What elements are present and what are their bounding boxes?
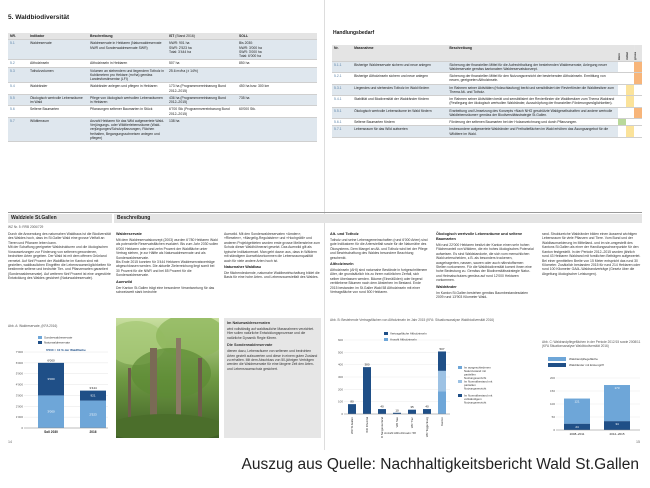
indicator-row (8, 117, 317, 141)
action-level-cell (634, 107, 642, 119)
action-level-cell (634, 126, 642, 138)
chart-a-bar-label: 3’000 (47, 409, 55, 414)
action-level-cell (626, 126, 634, 138)
indicator-cell-ind: Waldreservate (28, 40, 88, 60)
indicator-row (8, 67, 317, 83)
col4-heading: Alt- und Totholz (330, 232, 359, 236)
chart-b-legend-swatch (384, 338, 388, 341)
infobox-text-2: dienen dazu, Lebensräume von seltenen und bedrohten Arten gezielt aufzuwerten und diese in einem guten Zustand zu erhalten. Mit dem Abschluss von 50-jährigen Verträgen werden die Waldreservate für eine längere Zeit den Arten- und Lebensraumschutz gesichert. (227, 349, 318, 371)
indicator-cell-ist: 25.6 m³/ha (± 14%) (167, 67, 237, 83)
indicator-cell-ist: 6'700 Stk (Programmvereinbarung Bund 2012–2015) (167, 106, 237, 118)
forest-photo (116, 318, 219, 438)
indicator-cell-ind: Waldränder (28, 83, 88, 95)
col4-heading-2: Altholzinseln (330, 262, 354, 267)
col5-heading: Ökologisch wertvolle Lebensräume und seltene Baumarten (436, 232, 523, 241)
chart-a-ytick: 1'000 (15, 415, 23, 420)
chart-b-bar (423, 409, 431, 414)
chart-a-xtick: 2016 (89, 430, 97, 434)
chart-b2-legend-label: Im ausgeschiedenen Naturzustand mit partiellen Nutzungsverzicht (464, 365, 491, 380)
page-number-left: 14 (8, 440, 12, 444)
infobox-text-1: wird vollständig auf waldbauliche Massnahmen verzichtet. Hier sollen natürliche Entwicklungsprozesse und die natürliche Dynamik Regie führen. (227, 326, 315, 340)
reserve-info-box (224, 318, 321, 438)
indicator-cell-soll (237, 117, 317, 141)
chart-b-ytick: 200 (337, 387, 343, 392)
chart-b-svg (330, 326, 534, 438)
col5-text-2: Im Kanton St.Gallen bestehen gemäss Baumbestandesdaten 2009 rund 13'903 Kilometer Wald- (436, 290, 528, 299)
col5-text: Mit rund 22'000 Hektaren besitzt der Kanton einen sehr hohen Flächenanteil von Wäldern, die ein hohes ökologisches Potenzial aufweisen. Es sind Waldstandorte, die sich vom menschlichen Wald unterscheiden, z.B. als besonders trockenen, ausgehagerten, nassen, sauren oder auch nährstoffarmen Stellen vorkommen. Für die Waldbiodiversität kommt ihnen eine hohe Bedeutung zu. Gemäss der Biodiversitätsstrategie Natur- und Heimatschutzes gemäss auf rund 12'000 Hektaren vorkommen. (436, 242, 534, 283)
chart-a-bar-label: 921 (90, 393, 96, 398)
header-ist-label: IST (169, 34, 175, 38)
chart-c-inner-label: 34 (615, 422, 619, 427)
chart-a-legend-swatch (38, 336, 42, 339)
indicator-cell-bes: Pflege von ökologisch wertvollen Lebensräumen in Hektaren (88, 94, 167, 106)
chart-b-bar-label: 40 (425, 404, 429, 409)
action-table-title: Handlungsbedarf (333, 30, 375, 36)
chart-b-ytick: 500 (337, 350, 343, 355)
chart-a-ytick: 6'000 (15, 360, 23, 365)
chart-b-annotation: Anzahl Altholzinseln: 58 (384, 431, 416, 435)
chart-c-bar-label: 173 (614, 386, 620, 391)
action-cell-nr: 5.3.1 (332, 84, 352, 96)
chart-c-xtick: 2012–2015 (609, 432, 625, 436)
header-ist-suffix: (Stand 2016) (175, 34, 195, 38)
indicator-cell-bes: Pflanzungen seltener Baumarten in Stück (88, 106, 167, 118)
action-cell-bes: Sicherung der finanziellen Mittel für die Aufrechthaltung der bestehenden Waldreservate, Anlegung neuer Waldreservate gemäss kantonalem Waldreservatskonzept. (447, 61, 618, 73)
text-col-6 (542, 232, 642, 278)
col4-text: Totholz und seine Lebensgemeinschaften (rund 6'000 Arten) sind gute Indikatoren für die Artenvielfalt sowie für die Naturnähe des Ökosystems. Dem Mangel an Alt- und Totholz wird bei der Pflege und Bewirtschaftung des Waldes besondere Beachtung geschenkt. (330, 237, 428, 260)
action-row (332, 126, 642, 138)
chart-b-bar (408, 410, 416, 414)
chart-c-legend-label: Waldränder mit Erstengriff (569, 363, 604, 367)
col3-text: Auerwild. Mit den Sonderwaldreservaten «Amden», «Rieselen», «Margelig-Regulaisten» und «Hochgrätli» und anderen Projektgebieten wurden erste grosse Meilensteine zum Schutz dieser Waldhühnerart gesetzt. Das Auerwild gilt als typische Indikatorenart. Man geht davon aus, dass in Wäldern mit ständigem Auerwildvorkommen die Lebensraumqualität auch für viele andere Arten hoch ist. (224, 232, 320, 263)
chart-c-legend-label: Waldrandpflegefläche (569, 357, 598, 361)
chart-b-legend-label: Vertragsfläche Altholzinseln (390, 331, 427, 336)
action-level-cell (634, 84, 642, 96)
chart-a-legend-label: Naturwaldreservate (44, 340, 71, 345)
chart-a-ytick: 2'000 (15, 404, 23, 409)
action-level-cell (618, 73, 626, 85)
chart-c-ytick: 200 (549, 376, 555, 380)
indicator-cell-bes: Anzahl Hektaren für das Wild aufgewertete Wald-Verjüngungs- oder Wildtierlebensräume (Wald-verjüngungen/Schutzpflanzungen, Flächen freihalten, Begangungsschneisen anlegen und pflegen) (88, 117, 167, 141)
chart-a-bar-label: 2’523 (89, 412, 97, 417)
header-beschreibung: Beschreibung (88, 33, 167, 40)
col2-text-2: Der Kanton St.Gallen trägt eine besondere Verantwortung für das schweizweit stark bedrohte (116, 285, 215, 295)
action-row (332, 96, 642, 108)
chart-a-xtick: Soll 2030 (44, 430, 58, 434)
indicator-cell-nr: 5.5 (8, 94, 28, 106)
indicator-cell-ist: 507 ha (167, 60, 237, 67)
chart-a-total-label: 3’444 (89, 386, 97, 391)
indicator-cell-nr: 5.3 (8, 67, 28, 83)
text-col-5 (436, 232, 534, 301)
action-level-cell (626, 96, 634, 108)
chart-b-ytick: 0 (341, 412, 343, 416)
col6-text: rand. Struktureiche Waldränder bilden einen äusserst wichtigen Lebensraum für viele Pflanzen und Tiere. Vom Bund und der Waldbaumarkierung im Mittelland- und im sie-umgestellt des Kantons St.Gallen als einer der Handlungsschwerpunkte für den Kanton festgestellt. In der Periode 2012–2015 wurden jährlich rund 43 Hektaren Waldrand mit forstlichen Beiträgen aufgewertet. Bei einer gemittelten Breite von 15 Meter entspricht das rund 30 Kilometer. Zusätzlich bestanden 2015 für rund 214 Hektaren oder rund 100 Kilometer GAöL-Waldrandverträge (Gesetz über die Abgeltung ökologischer Leistungen). (542, 232, 641, 276)
header-nr: Nr. (332, 45, 352, 61)
text-col-4 (330, 232, 428, 296)
chart-b-ytick: 600 (337, 338, 343, 342)
header-indikator: Indikator (28, 33, 88, 40)
chart-b-kanton-segment (438, 371, 446, 391)
indicator-cell-nr: 5.4 (8, 83, 28, 95)
chart-b (330, 326, 534, 443)
chart-c-ytick: 100 (549, 402, 555, 406)
action-cell-bes: Im Rahmen seiner Aktivitäten (Holzschlaufung) berät und sensibilisiert der Revierförster die Waldbesitzer zum Thema Alt- und Totholz. (447, 84, 618, 96)
col3-text-2: Die flächendeckende, naturnahe Waldbewirtschaftung bildet die Basis für eine hohe Arten- und Lebensraumvielfalt des Waldes. (224, 270, 320, 280)
action-row (332, 107, 642, 119)
chart-a-annotation: 6'000 = 10 % der Waldfläche (46, 348, 86, 352)
action-level-cell (634, 61, 642, 73)
page-number-right: 15 (636, 440, 640, 444)
indicator-table-header (8, 33, 317, 40)
chart-a (8, 334, 112, 443)
action-level-cell (626, 119, 634, 126)
band-divider (8, 212, 642, 213)
chart-b-bar-label: 10 (395, 408, 399, 413)
action-table (332, 45, 642, 138)
action-level-cell (626, 61, 634, 73)
header-massnahme: Massnahme (352, 45, 447, 61)
chart-b-bar-label: 507 (439, 346, 445, 351)
indicator-cell-ind: Seltene Baumarten (28, 106, 88, 118)
chart-b2-legend-swatch (458, 380, 462, 383)
text-col-2 (116, 232, 219, 296)
action-cell-bes: Insbesondere aufgewertete Waldränder und Freihalteflächen im Wald erhöhen das Äsungsangebot für die Wildtiere im Wald. (447, 126, 618, 138)
action-cell-nr: 5.1.1 (332, 61, 352, 73)
action-cell-bes: Erarbeitung und Umsetzung des Konzepts «Nach NHG geschützte Waldgesellschaften und andere wertvolle Waldlebensräume» gemäss der Biodiversitätsstrategie St.Gallen. (447, 107, 618, 119)
indicator-cell-soll: 450 ha bzw. 300 km (237, 83, 317, 95)
header-beschreibung: Beschreibung (447, 45, 618, 61)
chart-a-bar-label: 3’000 (47, 377, 55, 382)
chart-c-xtick: 2008–2011 (569, 432, 585, 436)
indicator-cell-ist: 436 ha (Programmvereinbarung Bund 2012–2015) (167, 94, 237, 106)
indicator-cell-nr: 5.7 (8, 117, 28, 141)
chart-a-ytick: 4'000 (15, 382, 23, 387)
indicator-cell-ist: NWR: 901 ha SWR: 2'523 ha Total: 3'444 ha (167, 40, 237, 60)
indicator-cell-bes: Waldreservate in Hektaren (Naturwaldreservate NWR und Sonderwaldreservate SWR) (88, 40, 167, 60)
action-level-cell (618, 119, 626, 126)
chart-b-bar (363, 367, 371, 414)
action-cell-bes: Förderung der seltenen Baumarten bei der Holzanzeichnung und durch Pflanzungen. (447, 119, 618, 126)
action-table-header (332, 45, 642, 61)
chart-b-ytick: 400 (337, 362, 343, 367)
chart-c (542, 356, 642, 443)
text-col-1 (8, 232, 112, 283)
chart-b-bar-label: 80 (350, 399, 354, 404)
indicator-row (8, 106, 317, 118)
chart-a-ytick: 0 (21, 426, 23, 430)
indicator-cell-ind: Wildtierraum (28, 117, 88, 141)
action-level-cell (618, 84, 626, 96)
chart-a-caption: Abb. A: Waldreservate, (KFA 2016) (8, 324, 58, 328)
source-caption-bar (0, 450, 650, 488)
page-fold (324, 0, 325, 450)
indicator-cell-soll: Bis 2030: NWR: 3'000 ha SWR: 3'000 ha Total: 6'000 ha (237, 40, 317, 60)
chart-c-bar (604, 385, 630, 421)
text-col-3 (224, 232, 320, 282)
action-level-cell (618, 107, 626, 119)
action-level-cell (626, 84, 634, 96)
action-cell-bes: Sicherung der finanziellen Mittel für den Nutzungsverzicht der bestehenden Altholzinseln. Ermittlung von neuen, geeigneten Altholzinseln. (447, 73, 618, 85)
chart-c-ytick: 50 (551, 415, 555, 419)
header-ist (167, 33, 237, 40)
header-level-gross: gross (634, 45, 642, 61)
chart-a-legend-label: Sonderwaldreservate (44, 335, 73, 340)
chart-b-bar (378, 409, 386, 414)
source-caption: Auszug aus Quelle: Nachhaltigkeitsbericht Wald St.Gallen (241, 456, 639, 473)
band-right-title: Beschreibung (114, 214, 642, 223)
chart-a-ytick: 7'000 (15, 350, 23, 354)
action-cell-nr: 5.6.1 (332, 119, 352, 126)
indicator-row (8, 60, 317, 67)
indicator-cell-ind: Totholzvolumen (28, 67, 88, 83)
chart-a-ytick: 3'000 (15, 393, 23, 398)
chart-b2-legend-label: Im Normalbestand mit partiellen Nutzungsverzicht (464, 379, 493, 391)
col4-text-2: Altholzinseln (AHI) sind naturnahe Bestände in fortgeschrittenem Alter, die grundsätzlich bis zu ihrem natürlichen Zerfall, sich selber überlassen werden. Bäume (Einmäßiden) oder liegend verbliebene Bäumen nach dem Absterben im Bestand. Ende 2015 bestanden im St.Galler Wald 58 Altholzinseln mit einer Vertragsfläche von rund 500 Hektaren. (330, 267, 428, 295)
col5-heading-2: Waldränder (436, 284, 457, 289)
action-level-cell (634, 96, 642, 108)
chart-c-legend-swatch (548, 363, 566, 367)
action-level-cell (626, 73, 634, 85)
chart-b-kanton-segment (438, 391, 446, 414)
indicator-cell-nr: 5.1 (8, 40, 28, 60)
col2-heading-2: Auerwild (116, 279, 133, 284)
action-level-cell (618, 61, 626, 73)
chart-c-ytick: 0 (553, 428, 555, 432)
action-cell-bes: Im Rahmen seiner Aktivitäten berät und sensibilisiert der Revierförster die Waldbesitzer zum Thema Waldrand (Festlegung der ökologisch wertvollen Waldränder, Ausschöpfung der finanziellen Förderungsmöglichkeiten). (447, 96, 618, 108)
action-row (332, 119, 642, 126)
chart-a-ytick: 5'000 (15, 371, 23, 376)
indicator-table (8, 33, 317, 142)
action-cell-nr: 5.5.1 (332, 107, 352, 119)
indicator-cell-ist: 138 ha (167, 117, 237, 141)
indicator-cell-bes: Waldränder anlegen und pflegen in Hektaren (88, 83, 167, 95)
action-level-cell (618, 96, 626, 108)
chart-b2-legend-swatch (458, 394, 462, 397)
header-level-mittel: mittel (626, 45, 634, 61)
indicator-cell-ist: 173 ha (Programmvereinbarung Bund 2012–2015) (167, 83, 237, 95)
action-cell-mass: Ökologisch wertvolle Lebensräume im Wald fördern (352, 107, 447, 119)
action-cell-mass: Stabilität und Biodiversität der Waldränder fördern (352, 96, 447, 108)
indicator-cell-bes: Volumen an stehendem und liegendem Totholz in Kubikmetern pro Hektare (m³/ha) gemäss Landesforstinventar (LFI) (88, 67, 167, 83)
chart-b-xtick: WR Rheintal (365, 417, 369, 433)
indicator-row (8, 40, 317, 60)
col3-heading: Naturnaher Waldbau (224, 264, 261, 269)
chart-b-xtick: WR St.Gallen (350, 417, 354, 434)
section-title: 5. Waldbiodiversität (8, 14, 70, 21)
chart-b-xtick: WR Sarganserland (380, 417, 384, 438)
chart-c-caption: Abb. C: Waldrandpflegeflächen in der Periode 2012/15 sowie 2008/11 (KFA Situationsanalyse Waldbiodiversität 2016) (542, 340, 641, 348)
action-level-cell (634, 119, 642, 126)
action-level-cell (634, 73, 642, 85)
chart-b-bar-label: 35 (410, 405, 414, 410)
action-row (332, 84, 642, 96)
infobox-heading-1: Im Naturwaldreservaten (227, 321, 271, 325)
chart-b-xtick: Kanton (440, 417, 444, 426)
chart-b-xtick: WR See (395, 417, 399, 428)
chart-b-ytick: 100 (337, 399, 343, 404)
chart-a-legend-swatch (38, 341, 42, 344)
chart-a-total-label: 6’000 (47, 358, 55, 363)
indicator-cell-soll: 60'000 Stk. (237, 106, 317, 118)
chart-b-ytick: 300 (337, 375, 343, 379)
action-level-cell (618, 126, 626, 138)
chart-c-inner-label: 24 (575, 424, 579, 429)
chart-b-bar-label: 40 (380, 404, 384, 409)
chart-b-xtick: WR Thur (410, 417, 414, 429)
indicator-cell-soll: 850 ha (237, 60, 317, 67)
chart-b-xtick: WR Toggenburg (425, 417, 429, 438)
indicator-cell-soll: 735 ha (237, 94, 317, 106)
action-level-cell (626, 107, 634, 119)
indicator-cell-nr: 5.6 (8, 106, 28, 118)
action-cell-mass: Liegendes und stehendes Totholz im Wald fördern (352, 84, 447, 96)
header-nr: NR. (8, 33, 28, 40)
action-cell-mass: Seltene Baumarten fördern (352, 119, 447, 126)
indicator-row (8, 94, 317, 106)
indicator-cell-nr: 5.2 (8, 60, 28, 67)
action-cell-nr: 5.4.1 (332, 96, 352, 108)
col2-text: Mit dem Waldreservatskonzept (2003) wurden 6'780 Hektaren Wald als potenzielle Reservatsflächen evaluiert. Bis zum Jahr 2030 sollen 6'000 Hektaren oder rund zehn Prozent der Waldfläche unter Vertrag stehen, je zur Hälfte als Naturwaldreservate und als Sonderwaldreservate. Bis Ende 2015 konnten für 3'444 Hektaren Waldreservatsverträge abgeschlossen werden. Die aktuelle Zielerreichung liegt somit bei 30 Prozent für die NWR und bei 85 Prozent für die Sonderwaldreservate. (116, 237, 219, 278)
header-soll: SOLL (237, 33, 317, 40)
action-cell-nr: 5.2.1 (332, 73, 352, 85)
action-row (332, 73, 642, 85)
col1-text: Durch die Anwendung des naturnahen Waldbaus ist die Biodiversität des Waldes hoch, dass im St.Galler Wald eine grosse Vielfalt an Tieren und Pflanzen leben kann. Mit der Schaffung geeigneter Waldstrukturen und die ökologischen Voraussetzungen zur Förderung von seltenen gewordenen, bedrohten Arten gegeben. Der Wald ist mit dem offenen Grünland vernetzt. Auf fünf Prozent der Waldfläche im Kanton sind mit gezielten, waldbaulichen Eingriffen die Lebensraummöglichkeiten für bestimmte seltene und bedrohte Tier- und Pflanzenarten garantiert (Sonderwaldreservate). Auf weiteren fünf Prozent ist eine ungestörte Entwicklung des Waldes gesichert (Naturwaldreservate). (8, 232, 112, 281)
band-left-subtitle: WZ Nr. 5: RRB 2006/729 (8, 225, 44, 229)
chart-c-bar-label: 121 (574, 399, 580, 404)
chart-b-legend-label: Anzahl Altholzinseln (390, 337, 417, 342)
chart-b-bar-label: 380 (364, 362, 370, 367)
action-cell-mass: Bisherige Altholzinseln sichern und neue anlegen (352, 73, 447, 85)
chart-b-caption: Abb. B: Bestehende Vertragsflächen von Altholzinseln im Jahr 2015 (KFA: Situationsanalyse Waldbiodiversität 2016) (330, 318, 495, 322)
col2-heading: Waldreservate (116, 232, 142, 236)
chart-b2-legend-label: Im Normalbestand mit vollständigem Nutzungsverzicht (464, 393, 493, 405)
indicator-cell-ind: Ökologisch wertvolle Lebensräume im Wald (28, 94, 88, 106)
indicator-cell-ind: Altholzinseln (28, 60, 88, 67)
chart-c-ytick: 150 (549, 389, 555, 393)
chart-b-bar (348, 404, 356, 414)
indicator-cell-soll (237, 67, 317, 83)
indicator-row (8, 83, 317, 95)
chart-a-svg (8, 334, 112, 438)
chart-c-legend-swatch (548, 357, 566, 361)
infobox-heading-2: Die Sonderwaldreservate (227, 343, 273, 348)
chart-b-kanton-segment (438, 351, 446, 370)
chart-b-legend-swatch (384, 332, 388, 335)
action-cell-mass: Lebensraum für das Wild aufwerten (352, 126, 447, 138)
chart-c-svg (542, 356, 642, 438)
action-cell-mass: Bisherige Waldreservate sichern und neue anlegen (352, 61, 447, 73)
band-left-title: Waldziele St.Gallen (8, 214, 112, 223)
chart-b2-legend-swatch (458, 366, 462, 369)
action-row (332, 61, 642, 73)
action-cell-nr: 5.7.1 (332, 126, 352, 138)
indicator-cell-bes: Altholzinseln in Hektaren (88, 60, 167, 67)
header-level-klein: klein (618, 45, 626, 61)
